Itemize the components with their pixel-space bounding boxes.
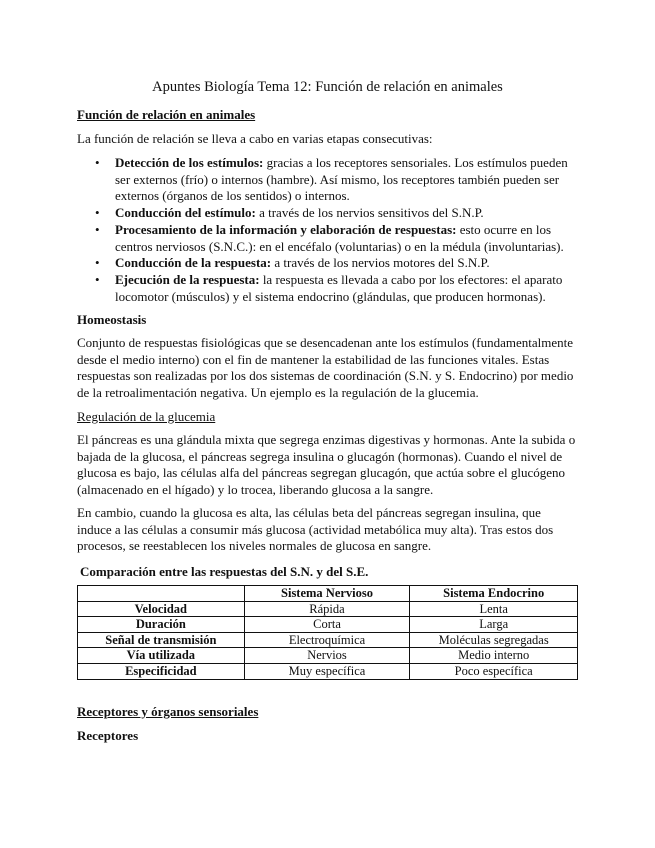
section-heading-homeostasis: Homeostasis — [77, 312, 147, 327]
table-cell: Electroquímica — [244, 632, 410, 648]
intro-paragraph: La función de relación se lleva a cabo en varias etapas consecutivas: — [77, 131, 433, 146]
document-title: Apuntes Biología Tema 12: Función de relación en animales — [152, 79, 503, 95]
table-cell: Nervios — [244, 648, 410, 664]
row-header-cell: Vía utilizada — [78, 648, 245, 664]
comparison-table-wrapper — [77, 585, 578, 680]
glucemia-paragraph-2: En cambio, cuando la glucosa es alta, las células beta del páncreas segregan insulina, que induce a las células a consumir más glucosa (actividad metabólica muy alta). Tras estos dos procesos, se reestablecen los niveles normales de glucosa en sangre. — [77, 505, 554, 554]
table-row — [78, 663, 578, 679]
row-header-cell: Duración — [78, 617, 245, 633]
table-cell: Larga — [410, 617, 578, 633]
row-header-cell: Velocidad — [78, 601, 245, 617]
section-heading-funcion-relacion: Función de relación en animales — [77, 107, 256, 122]
homeostasis-paragraph: Conjunto de respuestas fisiológicas que se desencadenan ante los estímulos (fundamentalmente desde el medio interno) con el fin de mantener la estabilidad de las funciones vitales. Estas respuestas son realizadas por los dos sistemas de coordinación (S.N. y S. Endocrino) por medio de la retroalimentación negativa. Un ejemplo es la regulación de la glucemia. — [77, 335, 574, 400]
glucemia-paragraph-1: El páncreas es una glándula mixta que segrega enzimas digestivas y hormonas. Ante la subida o bajada de la glucosa, el páncreas segrega insulina o glucagón (hormonas). Cuando el nivel de glucosa es bajo, las células alfa del páncreas segregan glucagón, que actúa sobre el glucógeno (almacenado en el hígado) y lo trocea, liberando glucosa a la sangre. — [77, 432, 576, 497]
section-heading-receptores-organos: Receptores y órganos sensoriales — [77, 704, 259, 719]
table-row — [78, 601, 578, 617]
section-heading-glucemia: Regulación de la glucemia — [77, 409, 216, 424]
list-item: • Conducción del estímulo: a través de los nervios sensitivos del S.N.P. — [77, 205, 578, 222]
list-item: • Detección de los estímulos: gracias a los receptores sensoriales. Los estímulos pueden ser externos (frío) o internos (hambre). Así mismo, los receptores también pueden ser externos (órganos de los sentidos) o internos. — [77, 155, 578, 205]
table-row — [78, 617, 578, 633]
table-cell: Moléculas segregadas — [410, 632, 578, 648]
table-row — [78, 632, 578, 648]
table-header-cell: Sistema Nervioso — [244, 586, 410, 602]
table-header-cell — [78, 586, 245, 602]
list-item: • Procesamiento de la información y elaboración de respuestas: esto ocurre en los centros nerviosos (S.N.C.): en el encéfalo (voluntarias) o en la médula (involuntarias). — [77, 222, 578, 255]
table-row — [78, 648, 578, 664]
table-cell: Corta — [244, 617, 410, 633]
row-header-cell: Especificidad — [78, 663, 245, 679]
list-item: • Ejecución de la respuesta: la respuesta es llevada a cabo por los efectores: el aparato locomotor (músculos) y el sistema endocrino (glándulas, que producen hormonas). — [77, 272, 578, 305]
subheading-receptores: Receptores — [77, 728, 139, 743]
row-header-cell: Señal de transmisión — [78, 632, 245, 648]
table-header-row — [78, 586, 578, 602]
table-cell: Lenta — [410, 601, 578, 617]
table-header-cell: Sistema Endocrino — [410, 586, 578, 602]
comparison-table — [77, 585, 578, 680]
table-cell: Muy específica — [244, 663, 410, 679]
list-item: • Conducción de la respuesta: a través de los nervios motores del S.N.P. — [77, 255, 578, 272]
table-cell: Rápida — [244, 601, 410, 617]
stages-list — [77, 155, 578, 306]
table-cell: Poco específica — [410, 663, 578, 679]
table-cell: Medio interno — [410, 648, 578, 664]
comparison-heading: Comparación entre las respuestas del S.N. y del S.E. — [80, 564, 369, 579]
